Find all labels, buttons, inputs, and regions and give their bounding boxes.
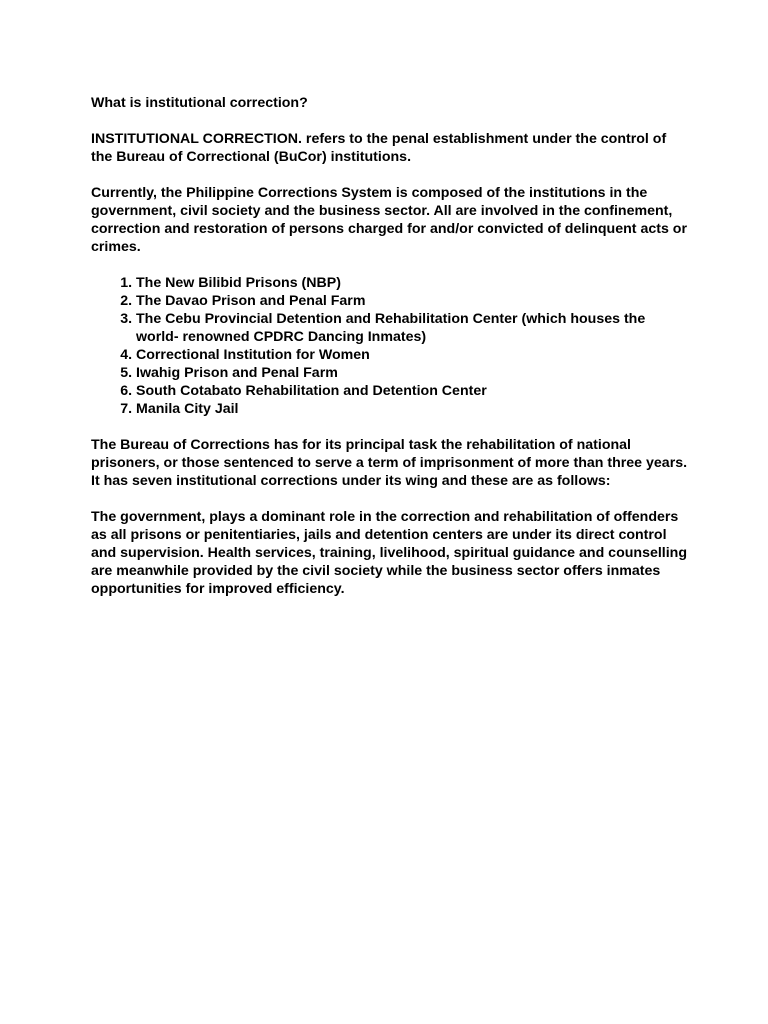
definition-paragraph	[91, 130, 691, 166]
list-item: 7. Manila City Jail	[136, 400, 691, 418]
list-item: 1. The New Bilibid Prisons (NBP)	[136, 274, 691, 292]
list-item: 6. South Cotabato Rehabilitation and Detention Center	[136, 382, 691, 400]
corrections-system-paragraph: Currently, the Philippine Corrections System is composed of the institutions in the government, civil society and the business sector. All are involved in the confinement, correction and restoration of persons charged for and/or convicted of delinquent acts or crimes.	[91, 185, 687, 255]
document-question: What is institutional correction?	[91, 95, 308, 111]
institutions-list	[91, 274, 691, 418]
list-item: 2. The Davao Prison and Penal Farm	[136, 292, 691, 310]
list-item: 3. The Cebu Provincial Detention and Rehabilitation Center (which houses the world- renowned CPDRC Dancing Inmates)	[136, 310, 691, 346]
list-item: 4. Correctional Institution for Women	[136, 346, 691, 364]
government-role-paragraph: The government, plays a dominant role in the correction and rehabilitation of offenders as all prisons or penitentiaries, jails and detention centers are under its direct control and supervision. Health services, training, livelihood, spiritual guidance and counselling are meanwhile provided by the civil society while the business sector offers inmates opportunities for improved efficiency.	[91, 509, 688, 597]
definition-text: refers to the penal establishment under the control of the Bureau of Correctional (BuCor) institutions.	[91, 131, 667, 165]
document-body	[91, 94, 691, 616]
definition-term: INSTITUTIONAL CORRECTION.	[91, 131, 302, 147]
bureau-task-paragraph: The Bureau of Corrections has for its principal task the rehabilitation of national prisoners, or those sentenced to serve a term of imprisonment of more than three years. It has seven institutional corrections under its wing and these are as follows:	[91, 437, 688, 489]
list-item: 5. Iwahig Prison and Penal Farm	[136, 364, 691, 382]
